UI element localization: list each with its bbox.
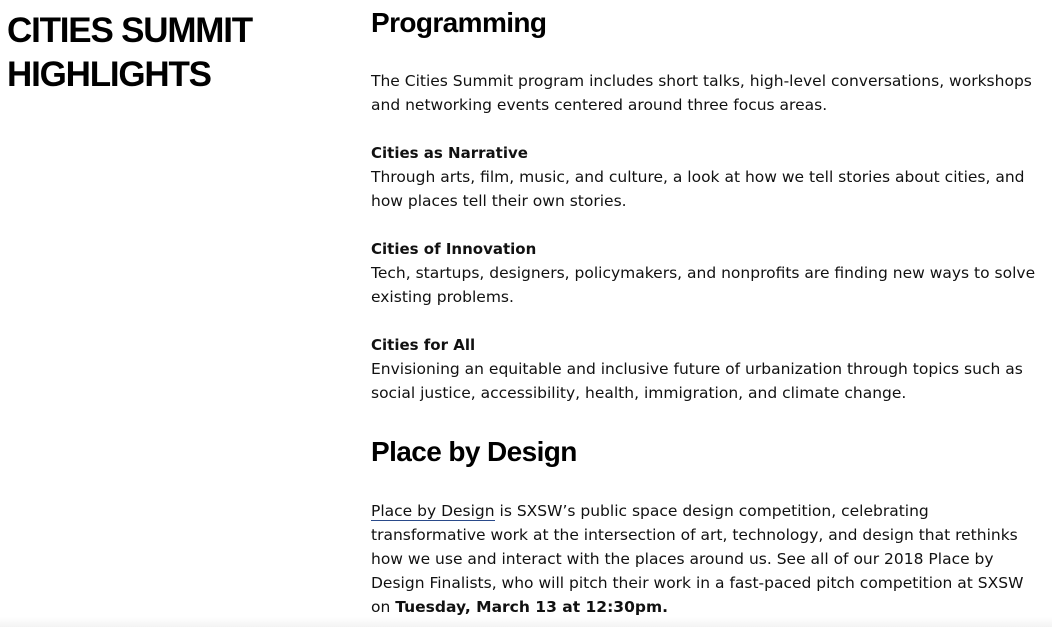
page-title-line-2: HIGHLIGHTS	[7, 55, 211, 94]
place-by-design-link[interactable]: Place by Design	[371, 502, 495, 520]
bottom-fade	[0, 617, 1052, 627]
focus-area-innovation	[371, 237, 1041, 309]
programming-heading: Programming	[371, 7, 547, 38]
pitch-date: Tuesday, March 13 at 12:30pm.	[395, 598, 668, 616]
focus-area-title: Cities of Innovation	[371, 240, 537, 258]
place-by-design-paragraph	[371, 499, 1041, 619]
place-by-design-heading: Place by Design	[371, 436, 577, 467]
programming-intro: The Cities Summit program includes short talks, high-level conversations, workshops and networking events centered around three focus areas.	[371, 72, 1032, 114]
place-by-design-body: is SXSW’s public space design competition, celebrating transformative work at the intersection of art, technology, and design that rethinks how we use and interact with the places around us. See all of our 2018 Place by Design Finalists, who will pitch their work in a fast-paced pitch competition at SXSW on	[371, 502, 1024, 616]
focus-area-description: Envisioning an equitable and inclusive future of urbanization through topics such as social justice, accessibility, health, immigration, and climate change.	[371, 360, 1023, 402]
page-title	[7, 9, 307, 97]
focus-area-narrative	[371, 141, 1041, 213]
page-title-line-1: CITIES SUMMIT	[7, 11, 252, 50]
focus-area-title: Cities for All	[371, 336, 476, 354]
focus-area-description: Tech, startups, designers, policymakers, and nonprofits are finding new ways to solve existing problems.	[371, 264, 1036, 306]
main-content	[371, 5, 1041, 619]
focus-area-for-all	[371, 333, 1041, 405]
focus-area-description: Through arts, film, music, and culture, a look at how we tell stories about cities, and how places tell their own stories.	[371, 168, 1025, 210]
focus-area-title: Cities as Narrative	[371, 144, 528, 162]
